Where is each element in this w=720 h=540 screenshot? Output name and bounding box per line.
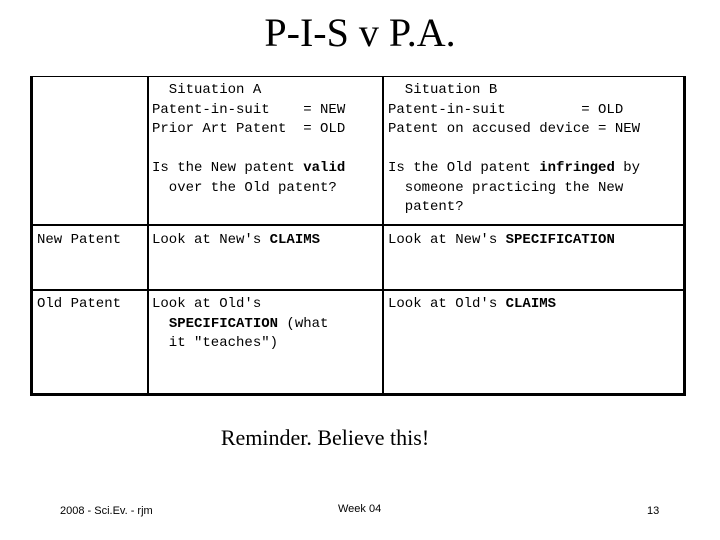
question-situation-b: Is the Old patent infringed by someone practicing the New patent? (388, 160, 641, 215)
slide-title: P-I-S v P.A. (264, 10, 456, 55)
row-label-old-patent: Old Patent (37, 296, 122, 312)
column-divider-1 (147, 77, 149, 394)
header-situation-b: Situation B Patent-in-suit = OLD Patent on accused device = NEW (388, 82, 641, 137)
new-patent-situation-b: Look at New's SPECIFICATION (388, 232, 615, 248)
row-divider-2 (33, 289, 683, 291)
footer-course: 2008 - Sci.Ev. - rjm (60, 505, 153, 517)
row-label-new-patent: New Patent (37, 232, 122, 248)
new-patent-situation-a: Look at New's CLAIMS (152, 232, 321, 248)
page-number: 13 (647, 505, 660, 517)
row-divider-1 (33, 224, 683, 226)
column-divider-2 (382, 77, 384, 394)
comparison-table (30, 76, 686, 396)
footer-week: Week 04 (338, 503, 382, 515)
reminder-text: Reminder. Believe this! (220, 425, 430, 450)
old-patent-situation-b: Look at Old's CLAIMS (388, 296, 557, 312)
header-situation-a: Situation A Patent-in-suit = NEW Prior Art Patent = OLD (152, 82, 346, 137)
old-patent-situation-a: Look at Old's SPECIFICATION (what it "teaches") (152, 296, 329, 351)
question-situation-a: Is the New patent valid over the Old patent? (152, 160, 346, 196)
